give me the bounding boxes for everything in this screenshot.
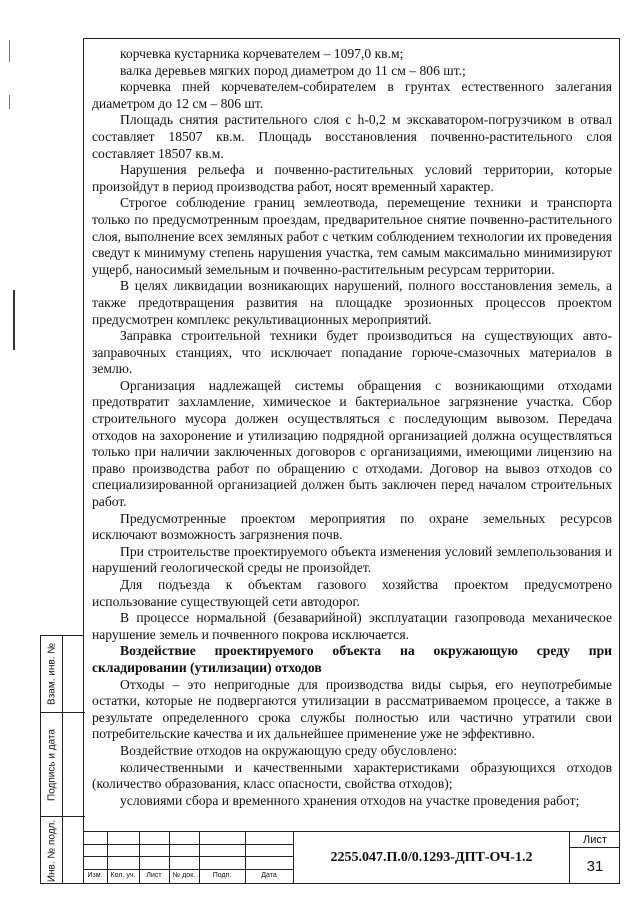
col-date: Дата [261, 872, 277, 879]
paragraph: условиями сбора и временного хранения отходов на участке проведения работ; [120, 792, 580, 808]
sheet-label: Лист [570, 832, 620, 848]
paragraph: Строгое соблюдение границ землеотвода, перемещение техники и транспорта только по предусмотренным проездам, предварительное снятие почвенно-растительного слоя, выполнение всех земляных работ с четким соблюдением технологии их проведения сведут к минимуму степень нарушения участка, тем самым максимально минимизируют ущерб, наносимый земельным и почвенно-растительным ресурсам территории. [92, 195, 612, 277]
inv-orig-label: Инв. № подл. [46, 819, 57, 883]
paragraph: Организация надлежащей системы обращения с возникающими отходами предотвратит захламление, химическое и бактериальное загрязнение участка. Сбор строительного мусора должен осуществляться с последующим вывозом. Передача отходов на захоронение и утилизацию подрядной организацией должна осуществляться только при наличии заключенных договоров с организациями, имеющими лицензию на право производства работ по обращению с отходами. Договор на вывоз отходов со специализированной организацией должен быть заключен перед началом строительных работ. [92, 377, 612, 510]
side-stamp [40, 635, 84, 884]
paragraph: В процессе нормальной (безаварийной) эксплуатации газопровода механическое нарушение земель и почвенного покрова исключается. [92, 610, 612, 642]
sheet-box [570, 832, 620, 884]
signature-date-label: Подпись и дата [46, 728, 57, 801]
paragraph: В целях ликвидации возникающих нарушений, полного восстановления земель, а также предотвращения развития на площадке эрозионных процессов проектом предусмотрен комплекс рекультивационных мероприятий. [92, 278, 612, 327]
section-heading: Воздействие проектируемого объекта на окружающую среду при складировании (утилизации) отходов [92, 643, 612, 675]
paragraph: корчевка пней корчевателем-собирателем в грунтах естественного залегания диаметром до 12 см – 806 шт. [92, 79, 612, 111]
col-kol-uch: Кол. уч. [110, 872, 136, 879]
col-list: Лист [146, 872, 162, 879]
col-podp: Подп. [212, 872, 232, 879]
paragraph: Для подъезда к объектам газового хозяйства проектом предусмотрено использование существующей сети автодорог. [92, 577, 612, 609]
revision-grid [83, 832, 293, 884]
document-body [92, 46, 612, 809]
paragraph: Заправка строительной техники будет производиться на существующих авто-заправочных станциях, что исключает попадание горюче-смазочных материалов в землю. [92, 328, 612, 377]
paragraph: Воздействие отходов на окружающую среду обусловлено: [120, 742, 458, 758]
document-code: 2255.047.П.0/0.1293-ДПТ-ОЧ-1.2 [293, 832, 570, 884]
paragraph: корчевка кустарника корчевателем – 1097,0 кв.м; [120, 46, 404, 61]
paragraph: При строительстве проектируемого объекта изменения условий землепользования и нарушений геологической среды не произойдет. [92, 543, 612, 576]
paragraph: валка деревьев мягких пород диаметром до 11 см – 806 шт.; [120, 62, 466, 78]
vzam-inv-label: Взам. инв. № [46, 643, 57, 705]
col-izm: Изм. [87, 872, 103, 879]
paragraph: Площадь снятия растительного слоя с h-0,2 м экскаватором-погрузчиком в отвал составляет 18507 кв.м. Площадь восстановления почвенно-растительного слоя составляет 18507 кв.м. [92, 112, 612, 161]
paragraph: Отходы – это непригодные для производства виды сырья, его неупотребимые остатки, которые не подвергаются утилизации в рассматриваемом процессе, а также в результате определенного срока службы полностью или частично утратили свои потребительские качества и их дальнейшее применение уже не эффективно. [92, 676, 612, 742]
title-block [83, 831, 620, 884]
paragraph: количественными и качественными характеристиками образующихся отходов (количество образования, класс опасности, свойства отходов); [92, 759, 612, 792]
side-stamp-values [63, 636, 85, 883]
binder-marks [4, 0, 18, 905]
side-stamp-labels [41, 636, 63, 883]
paragraph: Нарушения рельефа и почвенно-растительных условий территории, которые произойдут в период производства работ, носят временный характер. [92, 162, 612, 194]
col-doc-no: № док. [172, 872, 196, 879]
paragraph: Предусмотренные проектом мероприятия по охране земельных ресурсов исключают возможность загрязнения почв. [92, 510, 612, 543]
sheet-number: 31 [586, 858, 604, 875]
